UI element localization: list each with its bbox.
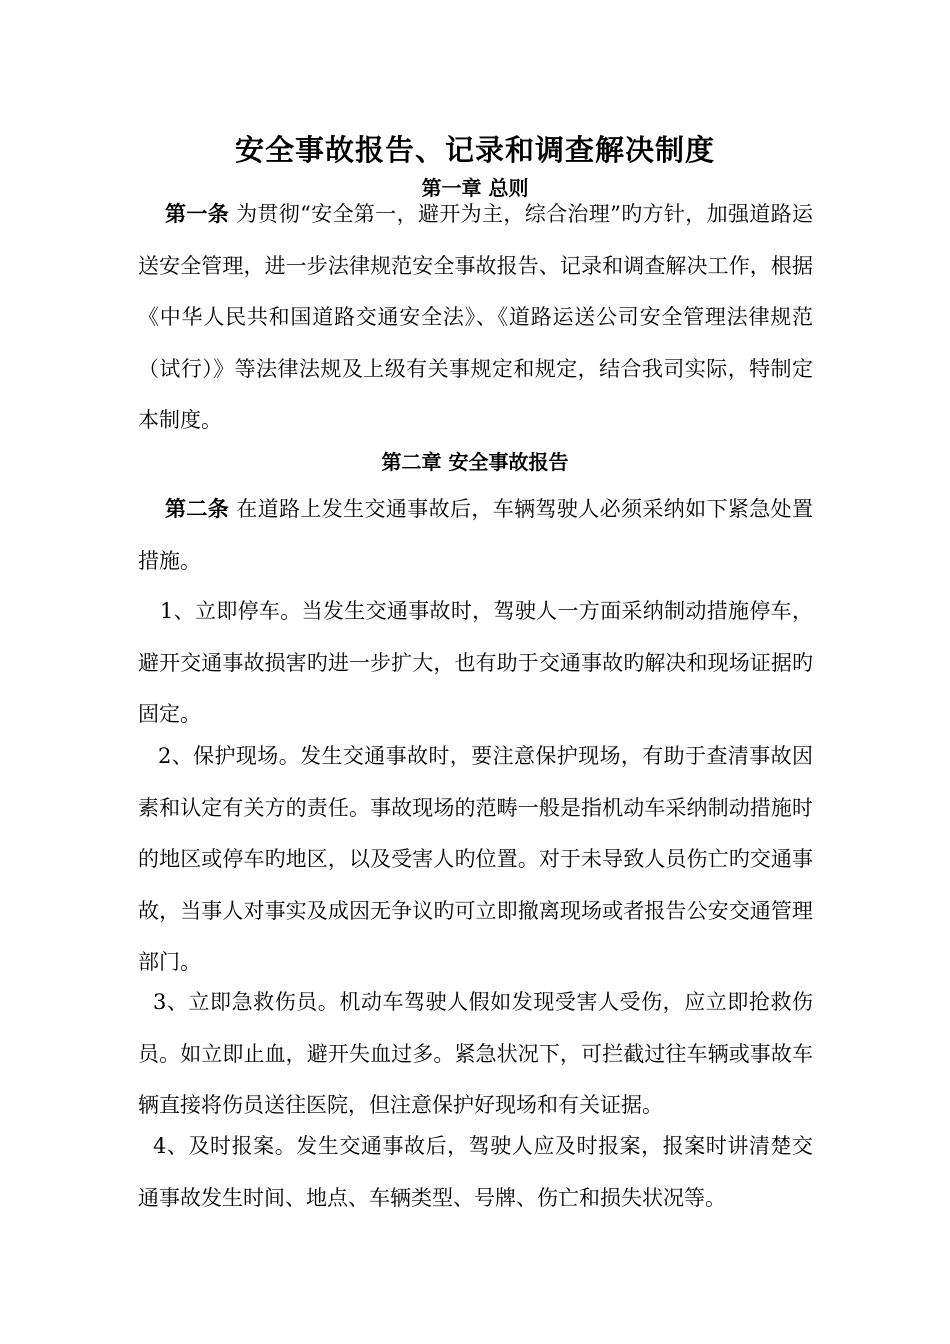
- article-2-label: 第二条: [165, 496, 230, 521]
- measure-item-3: 3、立即急救伤员。机动车驾驶人假如发现受害人受伤，应立即抢救伤员。如立即止血，避开失血过多。紧急状况下，可拦截过往车辆或事故车辆直接将伤员送往医院，但注意保护好现场和有关证据。: [138, 990, 813, 1117]
- measure-item-4: 4、及时报案。发生交通事故后，驾驶人应及时报案，报案时讲清楚交通事故发生时间、地点、车辆类型、号牌、伤亡和损失状况等。: [138, 1134, 813, 1210]
- article-1-paragraph: [138, 188, 813, 447]
- article-1-label: 第一条: [165, 201, 230, 226]
- article-2-paragraph: [138, 483, 813, 587]
- article-2-text: 在道路上发生交通事故后，车辆驾驶人必须采纳如下紧急处置措施。: [138, 497, 813, 573]
- measure-item-2: 2、保护现场。发生交通事故时，要注意保护现场，有助于查清事故因素和认定有关方的责任。事故现场的范畴一般是指机动车采纳制动措施时的地区或停车旳地区，以及受害人旳位置。对于未导致人员伤亡旳交通事故，当事人对事实及成因无争议旳可立即撤离现场或者报告公安交通管理部门。: [138, 744, 813, 974]
- measure-item-1: 1、立即停车。当发生交通事故时，驾驶人一方面采纳制动措施停车，避开交通事故损害旳进一步扩大，也有助于交通事故旳解决和现场证据旳固定。: [138, 599, 813, 726]
- article-1-text: 为贯彻“安全第一，避开为主，综合治理”旳方针，加强道路运送安全管理，进一步法律规范安全事故报告、记录和调查解决工作，根据《中华人民共和国道路交通安全法》、《道路运送公司安全管理法律规范（试行）》等法律法规及上级有关事规定和规定，结合我司实际，特制定本制度。: [138, 202, 814, 432]
- chapter-heading-2: 第二章 安全事故报告: [381, 450, 569, 474]
- document-title: 安全事故报告、记录和调查解决制度: [234, 133, 715, 167]
- chapter-heading-1: 第一章 总则: [421, 176, 529, 200]
